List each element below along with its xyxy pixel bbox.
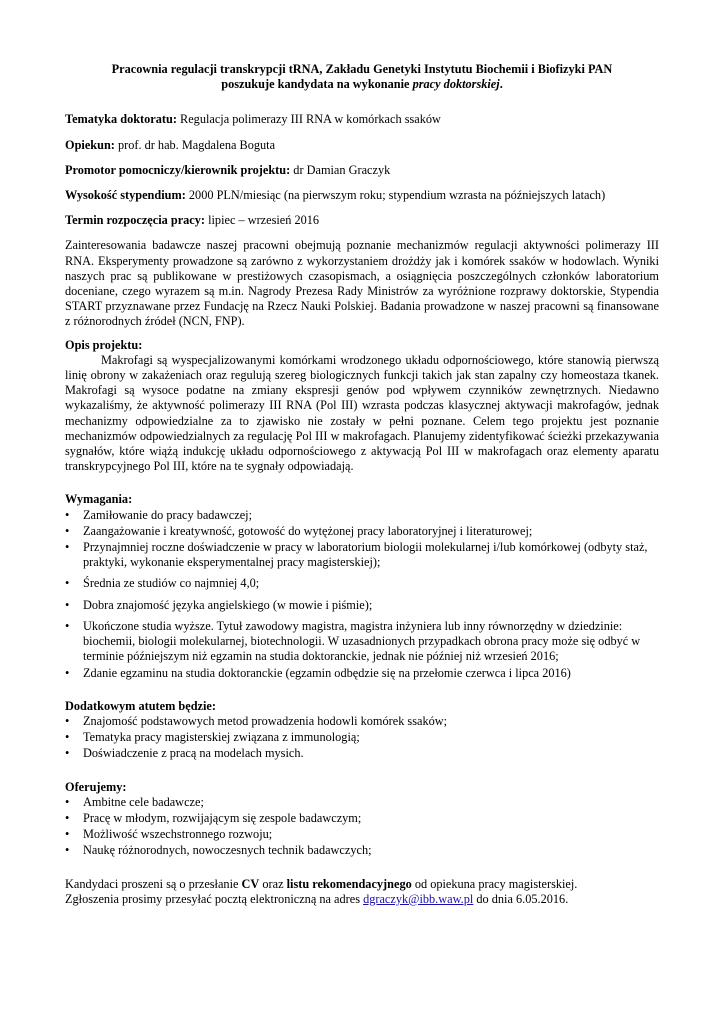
field-stipend (65, 188, 659, 203)
offer-section (65, 780, 659, 859)
list-item: • Zamiłowanie do pracy badawczej; (65, 507, 253, 522)
document-title (65, 62, 659, 92)
offer-heading: Oferujemy: (65, 779, 127, 794)
field-value: lipiec – wrzesień 2016 (205, 213, 320, 228)
bullet-icon: • (65, 794, 70, 809)
field-topic (65, 112, 659, 127)
closing-line-1: Kandydaci proszeni są o przesłanie CV oraz listu rekomendacyjnego od opiekuna pracy magisterskiej. (65, 876, 578, 891)
bonus-heading: Dodatkowym atutem będzie: (65, 698, 216, 713)
bullet-icon: • (65, 597, 70, 612)
bullet-icon: • (65, 523, 70, 538)
title-line-2-italic: pracy doktorskiej (412, 77, 500, 92)
title-line-1: Pracownia regulacji transkrypcji tRNA, Zakładu Genetyki Instytutu Biochemii i Biofizyki PAN (111, 62, 613, 76)
title-line-2-prefix: poszukuje kandydata na wykonanie (221, 77, 413, 92)
bullet-icon: • (65, 810, 70, 825)
field-value: prof. dr hab. Magdalena Boguta (114, 137, 276, 152)
bullet-icon: • (65, 746, 70, 761)
list-item: • Tematyka pracy magisterskiej związana z immunologią; (65, 730, 360, 745)
closing-section (65, 877, 659, 907)
bullet-icon: • (65, 540, 70, 555)
list-item: • Doświadczenie z pracą na modelach mysich. (65, 746, 304, 761)
bullet-icon: • (65, 576, 70, 591)
project-paragraph: Makrofagi są wyspecjalizowanymi komórkami wrodzonego układu odpornościowego, które stanowią pierwszą linię obrony w zakażeniach oraz regulują szereg biologicznych funkcji takich jak stan zapalny czy homeostaza tkanek. Makrofagi są wysoce podatne na zmiany ekspresji genów pod wpływem czynników zewnętrznych. Niedawno wykazaliśmy, że aktywność polimerazy III RNA (Pol III) wzrasta podczas klasycznej aktywacji makrofagów, jednak mechanizmy odpowiedzialne za to zjawisko nie zostały w pełni poznane. Celem tego projektu jest poznanie mechanizmów odpowiedzialnych za regulację Pol III w makrofagach. Planujemy zidentyfikować ścieżki przekazywania sygnałów, które wiążą indukcję układu odpornościowego z aktywacją Pol III w makrofagach oraz elementy aparatu transkrypcyjnego Pol III, które na te sygnały odpowiadają. (65, 352, 659, 474)
field-label: Opiekun: (65, 137, 115, 152)
field-value: 2000 PLN/miesiąc (na pierwszym roku; stypendium wzrasta na późniejszych latach) (185, 188, 606, 203)
intro-paragraph: Zainteresowania badawcze naszej pracowni obejmują poznanie mechanizmów regulacji aktywności polimerazy III RNA. Eksperymenty prowadzone są zarówno z wykorzystaniem drożdży jak i komórek ssaków w hodowlach. Wyniki naszych prac są publikowane w prestiżowych czasopismach, a osiągnięcia poszczególnych członków laboratorium doceniane, czego wyrazem są m.in. Nagrody Prezesa Rady Ministrów za wyróżnione rozprawy doktorskie, Stypendia START przyznawane przez Fundację na Rzecz Nauki Polskiej. Badania prowadzone w naszej pracowni są finansowane z różnorodnych źródeł (NCN, FNP). (65, 238, 659, 329)
bullet-icon: • (65, 507, 70, 522)
title-line-2 (65, 77, 659, 92)
requirements-heading: Wymagania: (65, 492, 133, 507)
closing-line-2: Zgłoszenia prosimy przesyłać pocztą elektroniczną na adres dgraczyk@ibb.waw.pl do dnia 6.05.2016. (65, 891, 569, 906)
field-start-date (65, 213, 659, 228)
bullet-icon: • (65, 713, 70, 728)
bullet-icon: • (65, 665, 70, 680)
field-label: Promotor pomocniczy/kierownik projektu: (65, 162, 291, 177)
field-value: dr Damian Graczyk (290, 162, 391, 177)
list-item: • Możliwość wszechstronnego rozwoju; (65, 827, 273, 842)
field-supervisor (65, 138, 659, 153)
field-label: Wysokość stypendium: (65, 188, 186, 203)
email-link[interactable]: dgraczyk@ibb.waw.pl (363, 891, 474, 906)
bullet-icon: • (65, 730, 70, 745)
field-co-supervisor (65, 163, 659, 178)
list-item: • Naukę różnorodnych, nowoczesnych technik badawczych; (65, 843, 372, 858)
bullet-icon: • (65, 618, 70, 633)
list-item: • Dobra znajomość języka angielskiego (w mowie i piśmie); (65, 597, 373, 612)
list-item: • Ukończone studia wyższe. Tytuł zawodowy magistra, magistra inżyniera lub inny równorzędny w dziedzinie: biochemii, biologii molekularnej, biotechnologii. W uzasadnionych przypadkach obrona pracy może się odbyć w terminie późniejszym niż egzamin na studia doktoranckie, jednak nie później niż wrzesień 2016; (65, 618, 641, 664)
project-heading: Opis projektu: (65, 337, 143, 352)
list-item: • Zaangażowanie i kreatywność, gotowość do wytężonej pracy laboratoryjnej i literaturowej; (65, 523, 533, 538)
offer-list (65, 795, 659, 859)
field-label: Tematyka doktoratu: (65, 112, 177, 127)
list-item: • Ambitne cele badawcze; (65, 794, 204, 809)
bullet-icon: • (65, 827, 70, 842)
list-item: • Przynajmniej roczne doświadczenie w pracy w laboratorium biologii molekularnej i/lub komórkowej (odbyty staż, praktyki, wykonanie eksperymentalnej pracy magisterskiej); (65, 540, 648, 570)
title-line-2-suffix: . (499, 77, 503, 92)
document (65, 62, 659, 907)
list-item: • Zdanie egzaminu na studia doktoranckie (egzamin odbędzie się na przełomie czerwca i lipca 2016) (65, 665, 571, 680)
bonus-section (65, 699, 659, 762)
requirements-list (65, 508, 659, 681)
bonus-list (65, 714, 659, 762)
field-value: Regulacja polimerazy III RNA w komórkach ssaków (176, 112, 441, 127)
bullet-icon: • (65, 843, 70, 858)
list-item: • Pracę w młodym, rozwijającym się zespole badawczym; (65, 810, 362, 825)
list-item: • Średnia ze studiów co najmniej 4,0; (65, 576, 260, 591)
field-label: Termin rozpoczęcia pracy: (65, 213, 206, 228)
requirements-section (65, 492, 659, 680)
list-item: • Znajomość podstawowych metod prowadzenia hodowli komórek ssaków; (65, 713, 448, 728)
